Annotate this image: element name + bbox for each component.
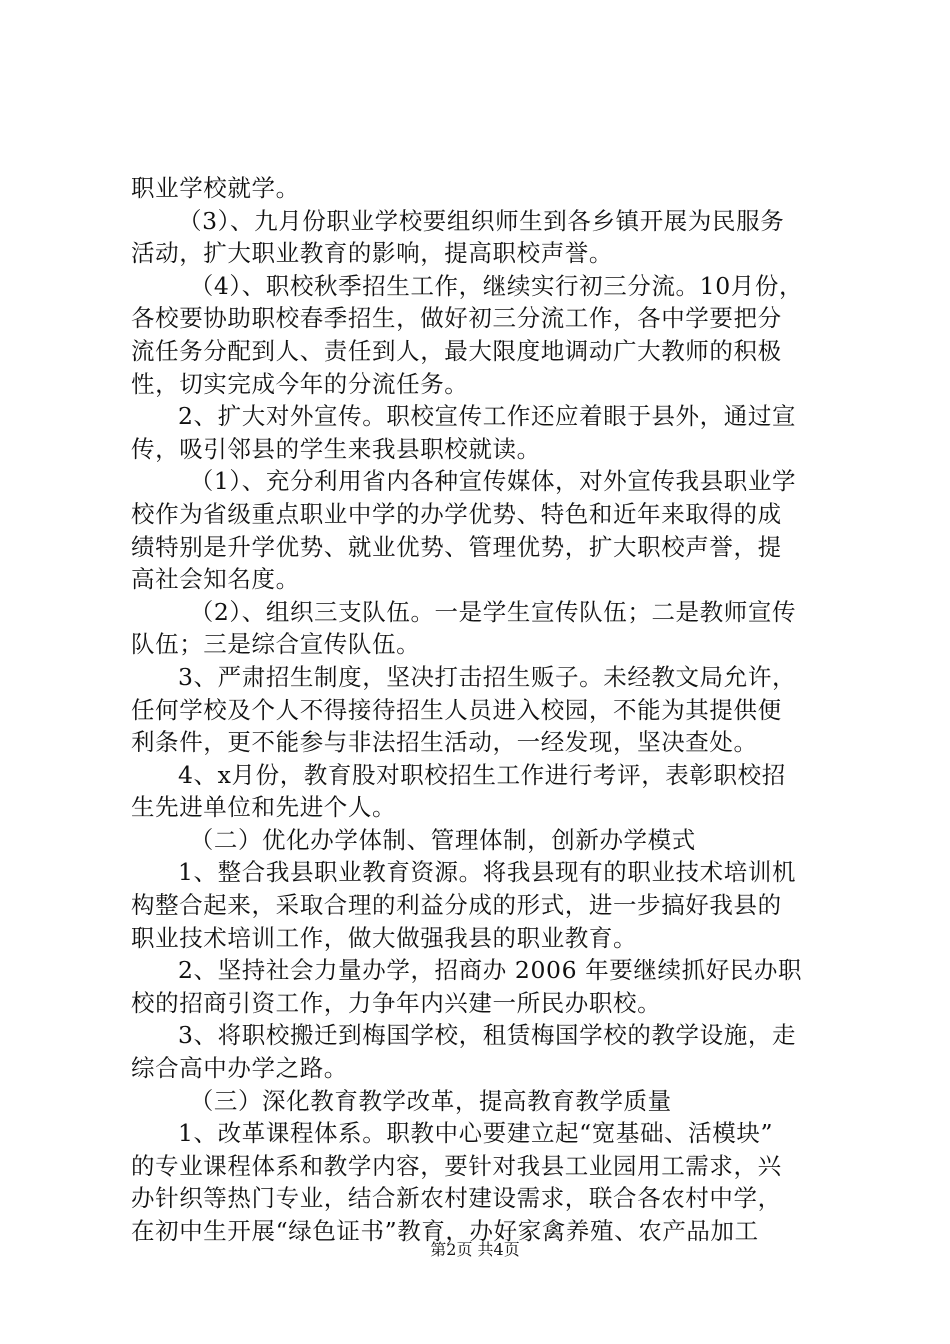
text-line: 办针织等热门专业，结合新农村建设需求，联合各农村中学，: [131, 1184, 782, 1213]
text-line: 校的招商引资工作，力争年内兴建一所民办职校。: [131, 988, 662, 1017]
text-line: 3、严肃招生制度，坚决打击招生贩子。未经教文局允许，: [178, 662, 797, 691]
text-line: 2、扩大对外宣传。职校宣传工作还应着眼于县外，通过宣: [178, 402, 797, 431]
text-line: 绩特别是升学优势、就业优势、管理优势，扩大职校声誉，提: [131, 532, 782, 561]
text-line: 2、坚持社会力量办学，招商办 2006 年要继续抓好民办职: [178, 956, 803, 985]
text-line: （二）优化办学体制、管理体制，创新办学模式: [189, 825, 696, 854]
page-footer: 第2页 共4页: [430, 1240, 520, 1259]
text-line: 活动，扩大职业教育的影响，提高职校声誉。: [131, 239, 613, 268]
text-line: 职业技术培训工作，做大做强我县的职业教育。: [131, 923, 638, 952]
text-line: 高社会知名度。: [131, 565, 300, 594]
text-line: （三）深化教育教学改革，提高教育教学质量: [189, 1086, 672, 1115]
text-line: 任何学校及个人不得接待招生人员进入校园，不能为其提供便: [131, 695, 782, 724]
text-line: （3）、九月份职业学校要组织师生到各乡镇开展为民服务: [178, 206, 785, 235]
text-line: 流任务分配到人、责任到人，最大限度地调动广大教师的积极: [131, 336, 782, 365]
text-line: 队伍；三是综合宣传队伍。: [131, 630, 421, 659]
text-line: 性，切实完成今年的分流任务。: [131, 369, 469, 398]
text-line: 3、将职校搬迁到梅国学校，租赁梅国学校的教学设施，走: [178, 1021, 797, 1050]
text-line: 传，吸引邻县的学生来我县职校就读。: [131, 434, 541, 463]
text-line: 构整合起来，采取合理的利益分成的形式，进一步搞好我县的: [131, 891, 782, 920]
text-line: 1、改革课程体系。职教中心要建立起“宽基础、活模块”: [178, 1119, 774, 1148]
text-line: 在初中生开展“绿色证书”教育，办好家禽养殖、农产品加工: [131, 1217, 759, 1245]
text-line: 1、整合我县职业教育资源。将我县现有的职业技术培训机: [178, 858, 797, 887]
text-line: （4）、职校秋季招生工作，继续实行初三分流。10月份，: [189, 271, 804, 300]
text-line: （1）、充分利用省内各种宣传媒体，对外宣传我县职业学: [189, 467, 797, 496]
text-line: 综合高中办学之路。: [131, 1054, 348, 1083]
text-line: （2）、组织三支队伍。一是学生宣传队伍；二是教师宣传: [189, 597, 797, 626]
text-line: 职业学校就学。: [131, 174, 300, 202]
text-line: 4、x月份，教育股对职校招生工作进行考评，表彰职校招: [178, 760, 786, 789]
text-line: 利条件，更不能参与非法招生活动，一经发现，坚决查处。: [131, 728, 758, 757]
document-body: [131, 172, 836, 1248]
text-line: 生先进单位和先进个人。: [131, 793, 397, 822]
text-line: 校作为省级重点职业中学的办学优势、特色和近年来取得的成: [131, 499, 782, 528]
text-line: 各校要协助职校春季招生，做好初三分流工作，各中学要把分: [131, 304, 782, 333]
text-line: 的专业课程体系和教学内容，要针对我县工业园用工需求，兴: [131, 1151, 782, 1180]
